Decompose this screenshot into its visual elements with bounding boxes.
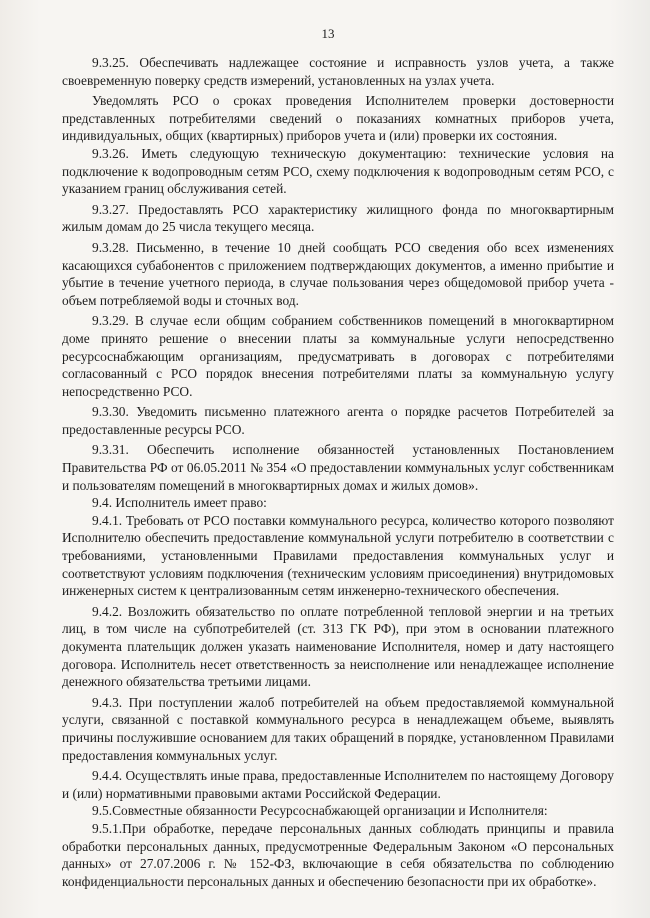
clause-9-3-26: 9.3.26. Иметь следующую техническую документацию: технические условия на подключение к водопроводным сетям РСО, схему подключения к водопроводным сетям РСО, с указанием границ обслуживания сетей. bbox=[62, 145, 614, 197]
clause-9-4-1: 9.4.1. Требовать от РСО поставки коммунального ресурса, количество которого позволяют Исполнителю обеспечить предоставление коммунальной услуги потребителю в соответствии с требованиями, установленными Правилами предоставления коммунальных услуг и соответствуют условиям подключения (техническим условиям присоединения) внутридомовых инженерных систем к централизованным сетям инженерно-технического обеспечения. bbox=[62, 512, 614, 599]
clause-9-3-28: 9.3.28. Письменно, в течение 10 дней сообщать РСО сведения обо всех изменениях касающихся субабонентов с приложением подтверждающих документов, а именно прибытие и убытие в течение учетного периода, в случае пользования через общедомовой прибор учета - объем потребляемой воды и сточных вод. bbox=[62, 239, 614, 308]
clause-9-3-30: 9.3.30. Уведомить письменно платежного агента о порядке расчетов Потребителей за предоставленные ресурсы РСО. bbox=[62, 404, 614, 437]
clause-9-5: 9.5.Совместные обязанности Ресурсоснабжающей организации и Исполнителя: bbox=[92, 803, 548, 819]
clause-9-5-1: 9.5.1.При обработке, передаче персональных данных соблюдать принципы и правила обработки персональных данных, предусмотренные Федеральным Законом «О персональных данных» от 27.07.2006 г. № 152-ФЗ, включающие в себя обязательства по соблюдению конфиденциальности персональных данных и обеспечению безопасности при их обработке». bbox=[62, 820, 614, 889]
clause-9-3-29: 9.3.29. В случае если общим собранием собственников помещений в многоквартирном доме принято решение о внесении платы за коммунальные услуги непосредственно ресурсоснабжающим организациям, предусматривать в договорах с потребителями согласованный с РСО порядок внесения потребителями платы за коммунальную услугу непосредственно РСО. bbox=[62, 313, 614, 399]
clause-9-3-25: 9.3.25. Обеспечивать надлежащее состояние и исправность узлов учета, а также своевременную поверку средств измерений, установленных на узлах учета. bbox=[62, 55, 614, 88]
clause-notify-rso: Уведомлять РСО о сроках проведения Исполнителем проверки достоверности представленных потребителями сведений о показаниях комнатных приборов учета, индивидуальных, общих (квартирных) приборов учета и (или) проверки их состояния. bbox=[62, 93, 614, 144]
document-body bbox=[62, 54, 614, 890]
clause-9-3-27: 9.3.27. Предоставлять РСО характеристику жилищного фонда по многоквартирным жилым домам до 25 числа текущего месяца. bbox=[62, 201, 614, 235]
clause-9-4: 9.4. Исполнитель имеет право: bbox=[92, 495, 267, 511]
clause-9-4-2: 9.4.2. Возложить обязательство по оплате потребленной тепловой энергии и на третьих лиц, в том числе на субпотребителей (ст. 313 ГК РФ), при этом в основании платежного документа плательщик должен указать наименование Исполнителя, номер и дату настоящего договора. Исполнитель несет ответственность за неисполнение или ненадлежащее исполнение денежного обязательства третьими лицами. bbox=[62, 603, 614, 690]
clause-9-4-3: 9.4.3. При поступлении жалоб потребителей на объем предоставляемой коммунальной услуги, связанной с поставкой коммунального ресурса в ненадлежащем объеме, выявлять причины послужившие основанием для таких обращений в порядке, установленном Правилами предоставления коммунальных услуг. bbox=[62, 694, 614, 763]
clause-9-4-4: 9.4.4. Осуществлять иные права, предоставленные Исполнителем по настоящему Договору и (или) нормативными правовыми актами Российской Федерации. bbox=[62, 768, 614, 801]
page-number: 13 bbox=[321, 26, 335, 41]
clause-9-3-31: 9.3.31. Обеспечить исполнение обязанностей установленных Постановлением Правительства РФ от 06.05.2011 № 354 «О предоставлении коммунальных услуг собственникам и пользователям помещений в многоквартирных домах и жилых домов». bbox=[62, 442, 614, 493]
